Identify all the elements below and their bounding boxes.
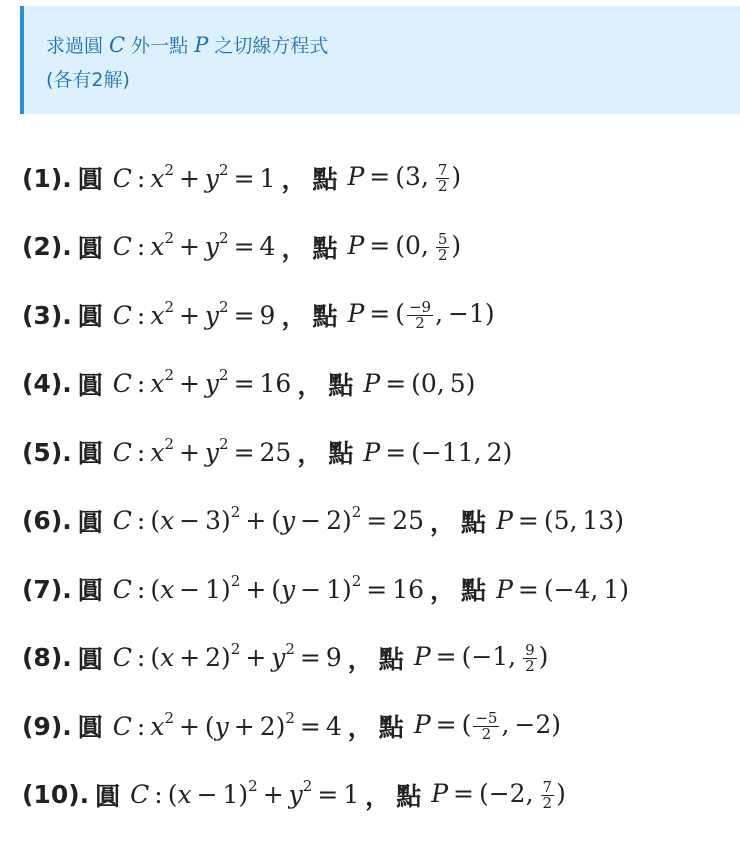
circle-label: 圓 xyxy=(77,644,103,674)
circle-label: 圓 xyxy=(77,370,103,400)
point-coordinates: P = ( $\frac{-9}{2}$ , −1) xyxy=(347,298,495,333)
circle-equation: C : $(x + 2)^2 + y^2 = 9$ xyxy=(112,640,342,673)
circle-equation: C : $x^2 + y^2 = 9$ xyxy=(112,297,276,330)
circle-equation: C : $x^2 + y^2 = 1$ xyxy=(112,160,276,193)
instruction-title xyxy=(46,28,740,63)
circle-label: 圓 xyxy=(77,439,103,469)
circle-label: 圓 xyxy=(95,781,121,811)
separator: ， xyxy=(430,576,456,606)
problem-list xyxy=(22,144,629,829)
point-label: 點 xyxy=(461,576,487,606)
circle-equation: C : $x^2 + y^2 = 4$ xyxy=(112,229,276,262)
problem-row xyxy=(22,555,629,624)
problem-number: (5). xyxy=(22,437,72,467)
problem-number: (7). xyxy=(22,574,72,604)
problem-row xyxy=(22,692,629,761)
circle-equation: C : $(x - 1)^2 + y^2 = 1$ xyxy=(130,777,360,810)
problem-number: (6). xyxy=(22,506,72,536)
point-coordinates: P = (5, 13) xyxy=(496,506,624,536)
point-label: 點 xyxy=(461,507,487,537)
circle-label: 圓 xyxy=(77,576,103,606)
problem-number: (1). xyxy=(22,163,72,193)
instruction-text-post: 之切線方程式 xyxy=(208,35,329,57)
circle-equation: C : $x^2 + (y + 2)^2 = 4$ xyxy=(112,708,342,741)
point-label: 點 xyxy=(396,781,422,811)
instruction-callout xyxy=(20,6,740,114)
point-coordinates: P = (−11, 2) xyxy=(363,437,513,467)
instruction-note: (各有2解) xyxy=(46,69,130,91)
circle-label: 圓 xyxy=(77,233,103,263)
circle-symbol: C xyxy=(109,33,126,57)
circle-equation: C : $x^2 + y^2 = 25$ xyxy=(112,434,292,467)
problem-row xyxy=(22,487,629,556)
problem-row xyxy=(22,624,629,693)
instruction-text-mid: 外一點 xyxy=(125,35,195,57)
point-label: 點 xyxy=(328,439,354,469)
circle-equation: C : $(x - 1)^2 + (y - 1)^2 = 16$ xyxy=(112,571,425,604)
circle-equation: C : $(x - 3)^2 + (y - 2)^2 = 25$ xyxy=(112,503,425,536)
separator: ， xyxy=(281,165,307,195)
point-coordinates: P = (0, 5) xyxy=(363,369,476,399)
point-label: 點 xyxy=(312,165,338,195)
instruction-text-pre: 求過圓 xyxy=(46,35,110,57)
problem-row xyxy=(22,281,629,350)
point-coordinates: P = ( $\frac{-5}{2}$ , −2) xyxy=(413,709,561,744)
separator: ， xyxy=(281,302,307,332)
point-coordinates: P = (−4, 1) xyxy=(496,574,630,604)
point-coordinates: P = (3, $\frac{7}{2}$ ) xyxy=(347,161,462,196)
separator: ， xyxy=(297,370,323,400)
separator: ， xyxy=(347,713,373,743)
problem-number: (8). xyxy=(22,643,72,673)
problem-row xyxy=(22,213,629,282)
problem-number: (3). xyxy=(22,300,72,330)
point-label: 點 xyxy=(328,370,354,400)
point-symbol: P xyxy=(194,33,209,57)
separator: ， xyxy=(297,439,323,469)
circle-label: 圓 xyxy=(77,302,103,332)
problem-number: (2). xyxy=(22,232,72,262)
problem-number: (4). xyxy=(22,369,72,399)
separator: ， xyxy=(430,507,456,537)
problem-row xyxy=(22,350,629,419)
circle-label: 圓 xyxy=(77,507,103,537)
circle-label: 圓 xyxy=(77,165,103,195)
point-label: 點 xyxy=(378,644,404,674)
point-label: 點 xyxy=(312,233,338,263)
point-coordinates: P = (0, $\frac{5}{2}$ ) xyxy=(347,229,462,264)
circle-equation: C : $x^2 + y^2 = 16$ xyxy=(112,366,292,399)
problem-row xyxy=(22,144,629,213)
point-coordinates: P = (−1, $\frac{9}{2}$ ) xyxy=(413,640,549,675)
problem-number: (9). xyxy=(22,711,72,741)
problem-row xyxy=(22,761,629,830)
point-coordinates: P = (−2, $\frac{7}{2}$ ) xyxy=(431,777,566,812)
separator: ， xyxy=(365,781,391,811)
separator: ， xyxy=(281,233,307,263)
separator: ， xyxy=(347,644,373,674)
problem-number: (10). xyxy=(22,780,90,810)
problem-row xyxy=(22,418,629,487)
point-label: 點 xyxy=(378,713,404,743)
circle-label: 圓 xyxy=(77,713,103,743)
point-label: 點 xyxy=(312,302,338,332)
